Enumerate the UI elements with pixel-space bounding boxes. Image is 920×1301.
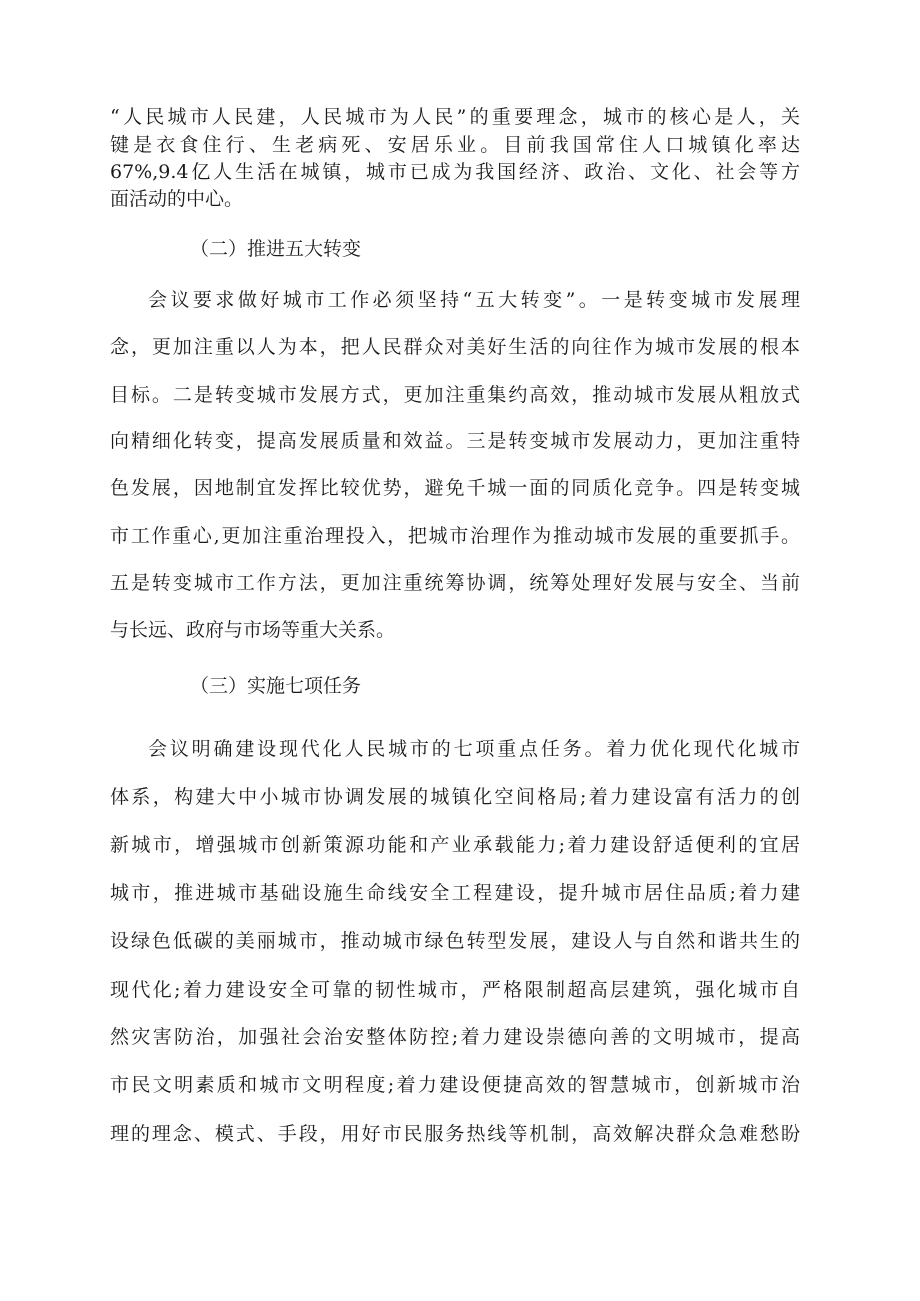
section-two-line-4: 向精细化转变，提高发展质量和效益。三是转变城市发展动力，更加注重特 xyxy=(110,430,800,452)
section-two-heading: （二）推进五大转变 xyxy=(190,238,362,260)
section-two-line-3: 目标。二是转变城市发展方式，更加注重集约高效，推动城市发展从粗放式 xyxy=(110,384,800,406)
section-three-line-8: 市民文明素质和城市文明程度;着力建设便捷高效的智慧城市，创新城市治 xyxy=(110,1074,800,1096)
section-two-line-6: 市工作重心,更加注重治理投入，把城市治理作为推动城市发展的重要抓手。 xyxy=(110,525,800,547)
section-three-line-1: 会议明确建设现代化人民城市的七项重点任务。着力优化现代化城市 xyxy=(148,738,800,760)
intro-line-4: 面活动的中心。 xyxy=(110,188,244,210)
section-two-line-1: 会议要求做好城市工作必须坚持“五大转变”。一是转变城市发展理 xyxy=(148,289,800,311)
intro-line-1: “人民城市人民建，人民城市为人民”的重要理念，城市的核心是人，关 xyxy=(110,106,800,128)
section-three-line-4: 城市，推进城市基础设施生命线安全工程建设，提升城市居住品质;着力建 xyxy=(110,882,800,904)
section-three-line-3: 新城市，增强城市创新策源功能和产业承载能力;着力建设舒适便利的宜居 xyxy=(110,834,800,856)
section-three-line-7: 然灾害防治，加强社会治安整体防控;着力建设崇德向善的文明城市，提高 xyxy=(110,1026,800,1048)
section-three-line-2: 体系，构建大中小城市协调发展的城镇化空间格局;着力建设富有活力的创 xyxy=(110,786,800,808)
section-two-line-2: 念，更加注重以人为本，把人民群众对美好生活的向往作为城市发展的根本 xyxy=(110,336,800,358)
section-three-line-5: 设绿色低碳的美丽城市，推动城市绿色转型发展，建设人与自然和谐共生的 xyxy=(110,930,800,952)
section-three-heading: （三）实施七项任务 xyxy=(190,675,362,697)
section-three-line-6: 现代化;着力建设安全可靠的韧性城市，严格限制超高层建筑，强化城市自 xyxy=(110,979,800,1001)
intro-line-2: 键是衣食住行、生老病死、安居乐业。目前我国常住人口城镇化率达 xyxy=(110,134,800,156)
section-two-line-7: 五是转变城市工作方法，更加注重统筹协调，统筹处理好发展与安全、当前 xyxy=(110,572,800,594)
intro-line-3: 67%,9.4亿人生活在城镇，城市已成为我国经济、政治、文化、社会等方 xyxy=(110,161,800,183)
section-two-line-8: 与长远、政府与市场等重大关系。 xyxy=(110,619,396,641)
section-three-line-9: 理的理念、模式、手段，用好市民服务热线等机制，高效解决群众急难愁盼 xyxy=(110,1123,800,1145)
section-two-line-5: 色发展，因地制宜发挥比较优势，避免千城一面的同质化竞争。四是转变城 xyxy=(110,477,800,499)
